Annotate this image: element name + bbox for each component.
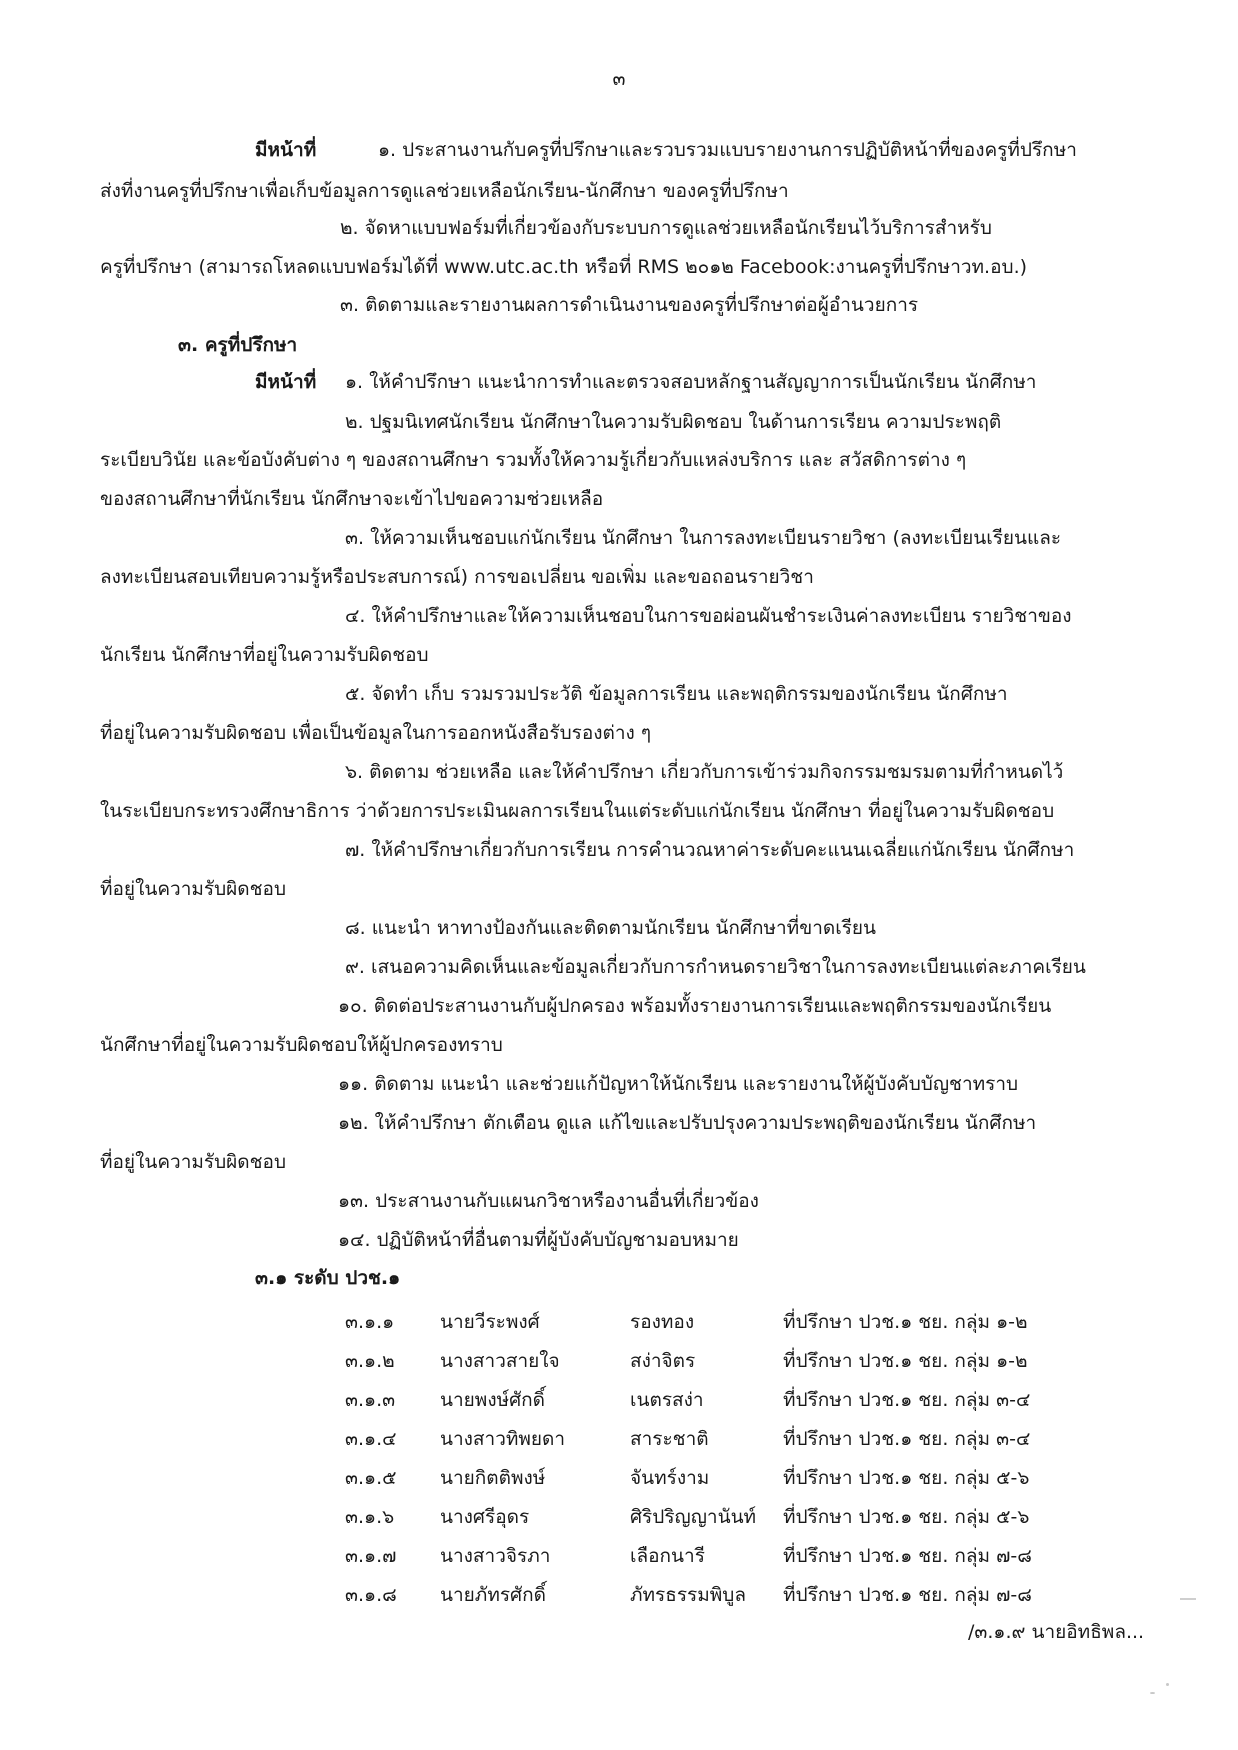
advisor-name: นางสาวสายใจ: [440, 1350, 560, 1372]
advisor-name: นายพงษ์ศักดิ์: [440, 1389, 546, 1411]
advisor-number: ๓.๑.๖: [345, 1506, 395, 1528]
duty-item: ๕. จัดทำ เก็บ รวมรวมประวัติ ข้อมูลการเรียน และพฤติกรรมของนักเรียน นักศึกษา: [345, 683, 1008, 705]
duty-item: ๓. ให้ความเห็นชอบแก่นักเรียน นักศึกษา ในการลงทะเบียนรายวิชา (ลงทะเบียนเรียนและ: [345, 527, 1062, 549]
duty-item: ๑. ประสานงานกับครูที่ปรึกษาและรวบรวมแบบรายงานการปฏิบัติหน้าที่ของครูที่ปรึกษา: [378, 139, 1077, 161]
duty-item: ๒. จัดหาแบบฟอร์มที่เกี่ยวข้องกับระบบการดูแลช่วยเหลือนักเรียนไว้บริการสำหรับ: [340, 217, 992, 239]
duty-item: ๑๓. ประสานงานกับแผนกวิชาหรืองานอื่นที่เกี่ยวข้อง: [338, 1190, 759, 1212]
duty-item-continuation: ที่อยู่ในความรับผิดชอบ: [100, 878, 287, 900]
advisor-surname: ภัทรธรรมพิบูล: [630, 1584, 747, 1606]
advisor-name: นางสาวจิรภา: [440, 1545, 551, 1567]
advisor-role: ที่ปรึกษา ปวช.๑ ชย. กลุ่ม ๗-๘: [783, 1584, 1032, 1606]
duty-item-continuation: ลงทะเบียนสอบเทียบความรู้หรือประสบการณ์) การขอเปลี่ยน ขอเพิ่ม และขอถอนรายวิชา: [100, 566, 814, 588]
duty-item: ๑. ให้คำปรึกษา แนะนำการทำและตรวจสอบหลักฐานสัญญาการเป็นนักเรียน นักศึกษา: [345, 371, 1037, 393]
advisor-role: ที่ปรึกษา ปวช.๑ ชย. กลุ่ม ๑-๒: [783, 1311, 1028, 1333]
advisor-surname: เนตรสง่า: [630, 1389, 704, 1411]
duty-item-continuation: นักเรียน นักศึกษาที่อยู่ในความรับผิดชอบ: [100, 644, 429, 666]
advisor-surname: เลือกนารี: [630, 1545, 705, 1567]
duty-item-continuation: ส่งที่งานครูที่ปรึกษาเพื่อเก็บข้อมูลการดูแลช่วยเหลือนักเรียน-นักศึกษา ของครูที่ปรึกษา: [100, 180, 789, 202]
advisor-surname: รองทอง: [630, 1311, 695, 1333]
duty-item-continuation: ในระเบียบกระทรวงศึกษาธิการ ว่าด้วยการประเมินผลการเรียนในแต่ระดับแก่นักเรียน นักศึกษา ที่อยู่ในความรับผิดชอบ: [100, 800, 1055, 822]
duty-item: ๑๑. ติดตาม แนะนำ และช่วยแก้ปัญหาให้นักเรียน และรายงานให้ผู้บังคับบัญชาทราบ: [338, 1073, 1019, 1095]
advisor-role: ที่ปรึกษา ปวช.๑ ชย. กลุ่ม ๗-๘: [783, 1545, 1032, 1567]
duties-label: มีหน้าที่: [255, 371, 317, 393]
duty-item: ๑๐. ติดต่อประสานงานกับผู้ปกครอง พร้อมทั้งรายงานการเรียนและพฤติกรรมของนักเรียน: [338, 995, 1052, 1017]
continuation-marker: /๓.๑.๙ นายอิทธิพล...: [968, 1621, 1145, 1643]
advisor-name: นายวีระพงศ์: [440, 1311, 540, 1333]
advisor-role: ที่ปรึกษา ปวช.๑ ชย. กลุ่ม ๕-๖: [783, 1506, 1030, 1528]
advisor-number: ๓.๑.๗: [345, 1545, 397, 1567]
advisor-surname: ศิริปริญญานันท์: [630, 1506, 757, 1528]
duty-item: ๘. แนะนำ หาทางป้องกันและติดตามนักเรียน นักศึกษาที่ขาดเรียน: [345, 917, 877, 939]
advisor-role: ที่ปรึกษา ปวช.๑ ชย. กลุ่ม ๕-๖: [783, 1467, 1030, 1489]
advisor-number: ๓.๑.๓: [345, 1389, 396, 1411]
duty-item: ๙. เสนอความคิดเห็นและข้อมูลเกี่ยวกับการกำหนดรายวิชาในการลงทะเบียนแต่ละภาคเรียน: [345, 956, 1086, 978]
advisor-role: ที่ปรึกษา ปวช.๑ ชย. กลุ่ม ๑-๒: [783, 1350, 1028, 1372]
advisor-name: นายกิตติพงษ์: [440, 1467, 546, 1489]
advisor-role: ที่ปรึกษา ปวช.๑ ชย. กลุ่ม ๓-๔: [783, 1428, 1031, 1450]
advisor-name: นางศรีอุดร: [440, 1506, 530, 1528]
scan-speck: [1166, 1683, 1169, 1686]
advisor-name: นายภัทรศักดิ์: [440, 1584, 546, 1606]
subsection-heading: ๓.๑ ระดับ ปวช.๑: [255, 1267, 401, 1289]
advisor-role: ที่ปรึกษา ปวช.๑ ชย. กลุ่ม ๓-๔: [783, 1389, 1031, 1411]
scan-mark: [1180, 1598, 1196, 1600]
advisor-number: ๓.๑.๕: [345, 1467, 397, 1489]
advisor-number: ๓.๑.๑: [345, 1311, 395, 1333]
advisor-number: ๓.๑.๔: [345, 1428, 397, 1450]
advisor-number: ๓.๑.๒: [345, 1350, 395, 1372]
duty-item: ๓. ติดตามและรายงานผลการดำเนินงานของครูที่ปรึกษาต่อผู้อำนวยการ: [340, 294, 919, 316]
duty-item: ๗. ให้คำปรึกษาเกี่ยวกับการเรียน การคำนวณหาค่าระดับคะแนนเฉลี่ยแก่นักเรียน นักศึกษา: [345, 839, 1075, 861]
scan-speck: [1150, 1692, 1155, 1694]
advisor-number: ๓.๑.๘: [345, 1584, 397, 1606]
duty-item-continuation: ครูที่ปรึกษา (สามารถโหลดแบบฟอร์มได้ที่ www.utc.ac.th หรือที่ RMS ๒๐๑๒ Facebook:งานครูที่ปรึกษาวท.อบ.): [100, 256, 1028, 278]
duties-label: มีหน้าที่: [255, 139, 317, 161]
page-number: ๓: [612, 68, 626, 90]
advisor-surname: สาระชาติ: [630, 1428, 709, 1450]
advisor-surname: สง่าจิตร: [630, 1350, 696, 1372]
duty-item: ๖. ติดตาม ช่วยเหลือ และให้คำปรึกษา เกี่ยวกับการเข้าร่วมกิจกรรมชมรมตามที่กำหนดไว้: [345, 761, 1064, 783]
section-heading: ๓. ครูที่ปรึกษา: [178, 334, 298, 356]
duty-item-continuation: ที่อยู่ในความรับผิดชอบ: [100, 1151, 287, 1173]
duty-item-continuation: ที่อยู่ในความรับผิดชอบ เพื่อเป็นข้อมูลในการออกหนังสือรับรองต่าง ๆ: [100, 722, 652, 744]
duty-item-continuation: นักศึกษาที่อยู่ในความรับผิดชอบให้ผู้ปกครองทราบ: [100, 1034, 503, 1056]
advisor-surname: จันทร์งาม: [630, 1467, 710, 1489]
duty-item: ๔. ให้คำปรึกษาและให้ความเห็นชอบในการขอผ่อนผันชำระเงินค่าลงทะเบียน รายวิชาของ: [345, 605, 1072, 627]
duty-item-continuation: ของสถานศึกษาที่นักเรียน นักศึกษาจะเข้าไปขอความช่วยเหลือ: [100, 488, 604, 510]
duty-item: ๑๒. ให้คำปรึกษา ตักเตือน ดูแล แก้ไขและปรับปรุงความประพฤติของนักเรียน นักศึกษา: [338, 1112, 1037, 1134]
duty-item: ๒. ปฐมนิเทศนักเรียน นักศึกษาในความรับผิดชอบ ในด้านการเรียน ความประพฤติ: [345, 411, 1002, 433]
advisor-name: นางสาวทิพยดา: [440, 1428, 566, 1450]
duty-item-continuation: ระเบียบวินัย และข้อบังคับต่าง ๆ ของสถานศึกษา รวมทั้งให้ความรู้เกี่ยวกับแหล่งบริการ และ สวัสดิการต่าง ๆ: [100, 449, 967, 471]
duty-item: ๑๔. ปฏิบัติหน้าที่อื่นตามที่ผู้บังคับบัญชามอบหมาย: [338, 1229, 739, 1251]
